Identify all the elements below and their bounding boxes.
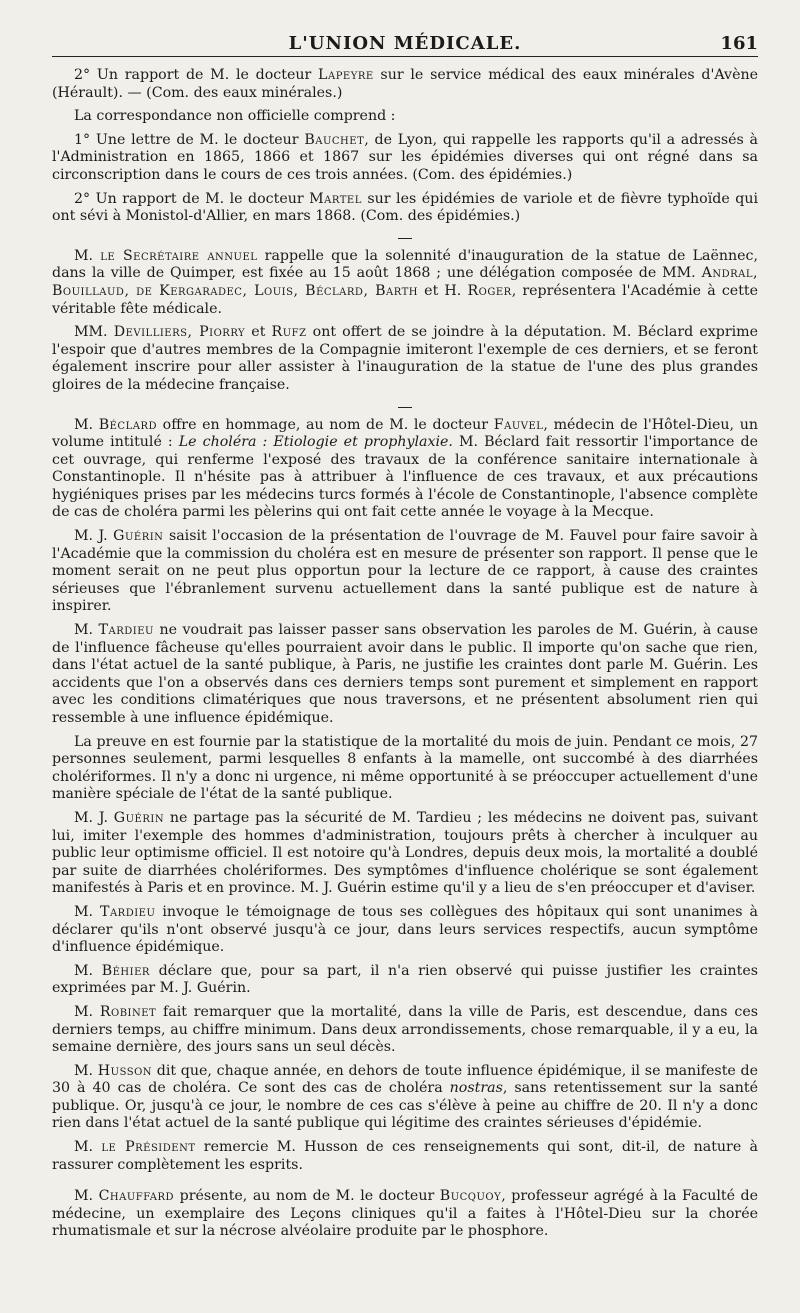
paragraph: [52, 904, 758, 957]
paragraph: [52, 248, 758, 318]
article-body: [52, 67, 758, 1241]
paragraph: [52, 963, 758, 998]
text-run: 2° Un rapport de M. le docteur: [74, 190, 310, 207]
text-run: M.: [74, 962, 102, 979]
paragraph: [52, 324, 758, 394]
person-name: Tardieu: [99, 903, 156, 920]
text-run: présente, au nom de M. le docteur: [174, 1188, 440, 1205]
person-name: Guérin: [113, 809, 165, 826]
section-separator: [52, 232, 758, 244]
running-title: L'UNION MÉDICALE.: [288, 33, 522, 54]
text-run: sur les épidémies de variole et de fièvre typhoïde qui ont sévi à Monistol-d'Allier, en mars 1868. (Com. des épidémies.): [52, 190, 758, 225]
text-run: M.: [74, 1188, 99, 1205]
person-name: Bauchet: [304, 131, 365, 148]
person-name: Tardieu: [98, 622, 154, 639]
text-run: ont offert de se joindre à la députation. M. Béclard exprime l'espoir que d'autres membres de la Compagnie imiteront l'exemple de ces derniers, et se feront également inscrire pour aller assister à l'inauguration de la statue de l'une des plus grandes gloires de la médecine française.: [52, 324, 758, 393]
person-name: Husson: [97, 1062, 153, 1079]
text-run: M. J.: [74, 809, 114, 826]
italic-term: nostras: [449, 1080, 503, 1097]
paragraph: [52, 417, 758, 523]
person-name: Béclard: [98, 416, 157, 433]
text-run: , représentera l'Académie à cette véritable fête médicale.: [52, 282, 758, 317]
text-run: 2° Un rapport de M. le docteur: [74, 67, 319, 83]
text-run: , sans retentissement sur la santé publique. Or, jusqu'à ce jour, le nombre de ces cas s'élève à peine au chiffre de 20. Il n'y a donc rien dans l'état actuel de la santé publique qui légitime des craintes sérieuses d'épidémie.: [52, 1080, 758, 1132]
text-run: M. J.: [74, 528, 114, 545]
person-names: Devilliers, Piorry: [113, 324, 246, 341]
person-name: Bucquoy: [439, 1188, 502, 1205]
text-run: offre en hommage, au nom de M. le docteur: [157, 416, 494, 433]
text-run: ne voudrait pas laisser passer sans observation les paroles de M. Guérin, à cause de l'influence fâcheuse qu'elles pourraient avoir dans le public. Il importe qu'on sache que rien, dans l'état actuel de la santé publique, à Paris, ne justifie les craintes dont parle M. Guérin. Les accidents que l'on a observés dans ces derniers temps sont purement et simplement en rapport avec les conditions climatériques que nous traversons, et ne présentent absolument rien qui ressemble à une influence épidémique.: [52, 622, 759, 726]
person-name: Roger: [467, 282, 512, 299]
paragraph: [52, 528, 758, 616]
person-name: le Président: [101, 1139, 196, 1156]
text-run: déclare que, pour sa part, il n'a rien observé qui puisse justifier les craintes exprimées par M. J. Guérin.: [52, 962, 759, 997]
person-name: Fauvel: [493, 416, 544, 433]
book-title: Le choléra : Etiologie et prophylaxie.: [178, 434, 453, 451]
paragraph: [52, 810, 758, 898]
person-name: Chauffard: [98, 1188, 175, 1205]
person-name: Robinet: [99, 1003, 157, 1020]
paragraph: [52, 1063, 758, 1133]
running-header: [52, 30, 758, 57]
text-run: M.: [74, 622, 99, 639]
text-run: M.: [74, 1139, 102, 1156]
text-run: M. Béclard fait ressortir l'importance de cet ouvrage, qui renferme l'exposé des travaux de la conférence sanitaire internationale à Constantinople. Il n'hésite pas à attribuer à l'influence de ces travaux, et aux précautions hygiéniques prises par les médecins turcs formés à l'école de Constantinople, l'absence complète de cas de choléra parmi les pèlerins qui ont fait cette année le voyage à la Mecque.: [52, 434, 759, 521]
text-run: et: [245, 324, 272, 341]
text-run: sur le service médical des eaux minérales d'Avène (Hérault). — (Com. des eaux minérales.): [52, 67, 759, 101]
text-run: remercie M. Husson de ces renseignements qui sont, dit-il, de nature à rassurer complètement les esprits.: [52, 1139, 758, 1173]
text-run: saisit l'occasion de la présentation de l'ouvrage de M. Fauvel pour faire savoir à l'Académie que la commission du choléra est en mesure de présenter son rapport. Il pense que le moment serait on ne peut plus opportun pour la lecture de ce rapport, à cause des craintes sérieuses que l'ébranlement survenu actuellement dans la santé publique est de nature à inspirer.: [52, 528, 758, 615]
text-run: , professeur agrégé à la Faculté de médecine, un exemplaire des Leçons cliniques qu'il a faites à l'Hôtel-Dieu sur la chorée rhumatismale et sur la nécrose alvéolaire produite par le phosphore.: [52, 1188, 759, 1240]
paragraph: [52, 622, 758, 728]
text-run: 1° Une lettre de M. le docteur: [74, 131, 305, 148]
person-name: Rufz: [271, 324, 307, 341]
paragraph: [52, 1004, 758, 1057]
text-run: M.: [74, 1062, 98, 1079]
person-name: Béhier: [101, 962, 150, 979]
paragraph: [52, 132, 758, 185]
paragraph: [52, 1139, 758, 1174]
person-name: Martel: [309, 190, 362, 207]
text-run: dit que, chaque année, en dehors de toute influence épidémique, il se manifeste de 30 à 40 cas de choléra. Ce sont des cas de choléra: [52, 1062, 759, 1097]
text-run: M.: [74, 247, 101, 264]
text-run: M.: [74, 416, 99, 433]
text-run: rappelle que la solennité d'inauguration de la statue de Laënnec, dans la ville de Quimper, est fixée au 15 août 1868 ; une délégation composée de MM.: [52, 247, 759, 282]
text-run: M.: [74, 1003, 100, 1020]
page-number: 161: [720, 33, 758, 54]
text-run: MM.: [74, 324, 114, 341]
text-run: M.: [74, 903, 100, 920]
paragraph: La correspondance non officielle comprend :: [74, 108, 396, 125]
text-run: fait remarquer que la mortalité, dans la ville de Paris, est descendue, dans ces derniers temps, au chiffre minimum. Dans deux arrondissements, chose remarquable, il y a eu, la semaine dernière, des jours sans un seul décès.: [52, 1003, 758, 1056]
section-separator: [52, 401, 758, 413]
person-names: Andral, Bouillaud, de Kergaradec, Louis, Béclard, Barth: [52, 265, 758, 299]
text-run: invoque le témoignage de tous ses collègues des hôpitaux qui sont unanimes à déclarer qu'ils n'ont observé jusqu'à ce jour, dans leurs services respectifs, aucun symptôme d'influence épidémique.: [52, 903, 758, 956]
person-name: le Secrétaire annuel: [100, 247, 258, 264]
text-run: et H.: [418, 282, 468, 299]
paragraph: La preuve en est fournie par la statistique de la mortalité du mois de juin. Pendant ce mois, 27 personnes seulement, parmi lesquelles 8 enfants à la mamelle, ont succombé à des diarrhées cholériformes. Il n'y a donc ni urgence, ni même opportunité à se préoccuper actuellement d'une manière spéciale de l'état de la santé publique.: [52, 733, 758, 803]
text-run: , de Lyon, qui rappelle les rapports qu'il a adressés à l'Administration en 1865, 1866 et 1867 sur les épidémies diverses qui ont régné dans sa circonscription dans le cours de ces trois années. (Com. des épidémies.): [52, 131, 759, 183]
text-run: , médecin de l'Hôtel-Dieu, un volume intitulé :: [52, 416, 758, 451]
person-name: Guérin: [113, 528, 164, 545]
paragraph: [52, 1188, 758, 1241]
paragraph: [52, 67, 758, 102]
person-name: Lapeyre: [318, 67, 374, 83]
paragraph: [52, 191, 758, 226]
text-run: ne partage pas la sécurité de M. Tardieu ; les médecins ne doivent pas, suivant lui, imiter l'exemple des hommes d'administration, toujours prêts à chercher à inculquer au public leur optimisme officiel. Il est notoire qu'à Londres, depuis deux mois, la mortalité a doublé par suite de diarrhées cholériformes. Des symptômes d'influence cholérique se sont également manifestés à Paris et en province. M. J. Guérin estime qu'il y a lieu de s'en préoccuper et d'aviser.: [52, 809, 759, 897]
